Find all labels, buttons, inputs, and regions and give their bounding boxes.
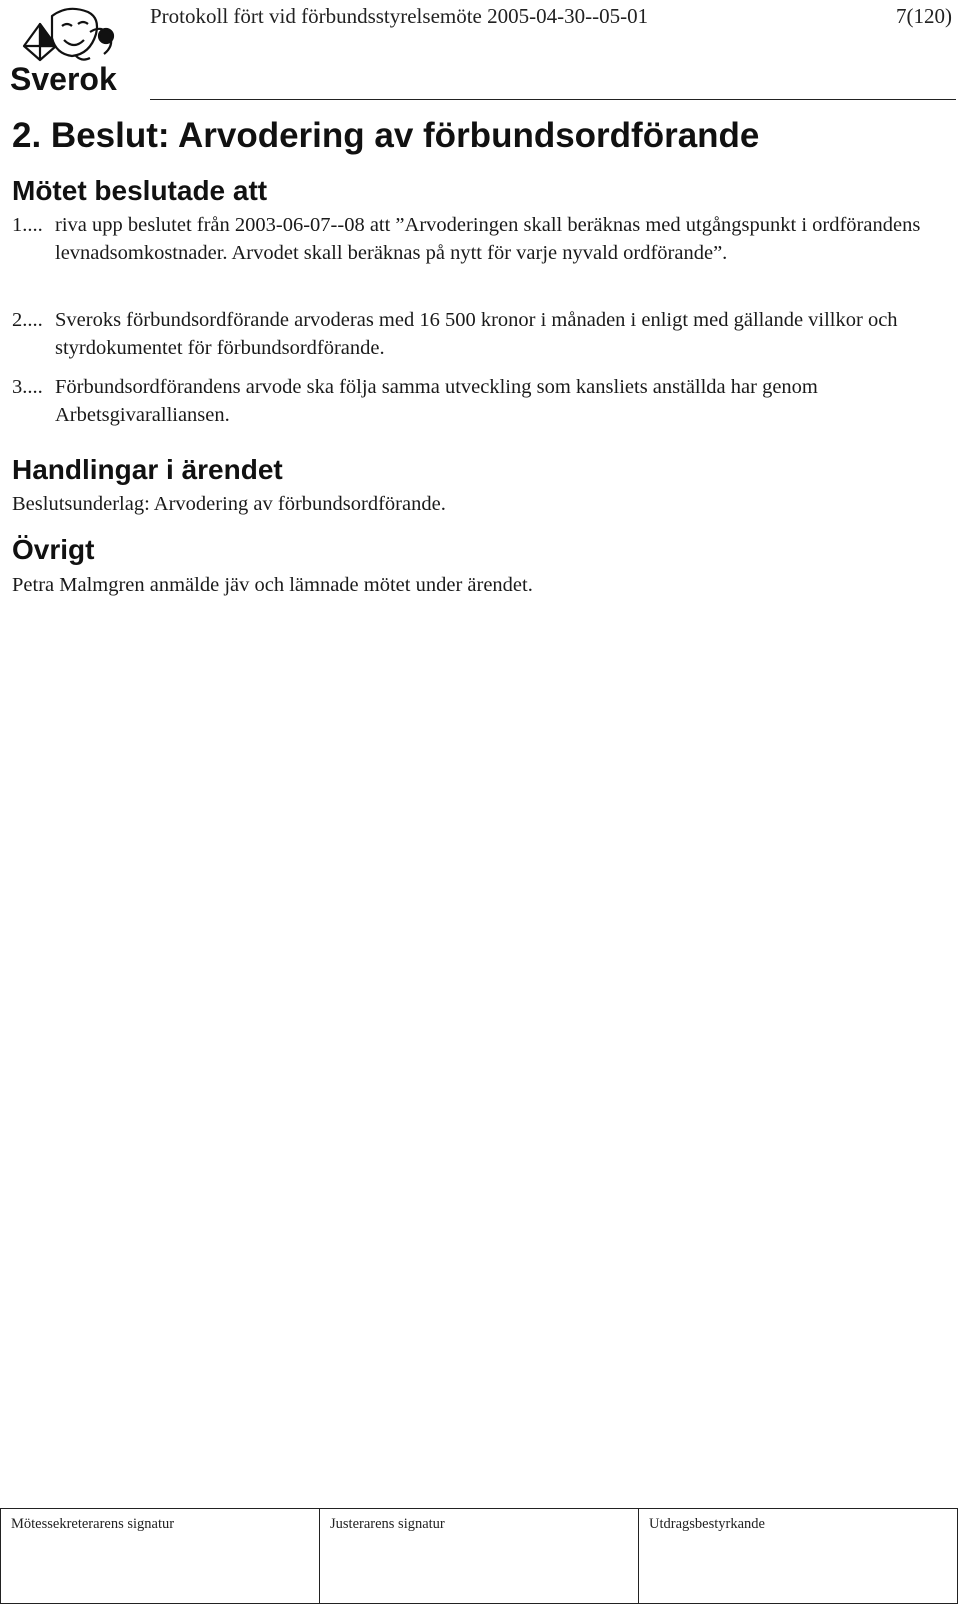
other-text: Petra Malmgren anmälde jäv och lämnade mötet under ärendet. (12, 574, 533, 596)
documents-text: Beslutsunderlag: Arvodering av förbundsordförande. (12, 493, 446, 515)
signature-label: Justerarens signatur (330, 1516, 445, 1532)
item-number: 2.... (12, 309, 43, 331)
sverok-logo (10, 2, 138, 96)
other-heading: Övrigt (12, 534, 95, 565)
item-text: riva upp beslutet från 2003-06-07--08 att ”Arvoderingen skall beräknas med utgångspunkt i ordförandens levnadsomkostnader. Arvodet skall beräknas på nytt för varje nyvald ordförande”. (55, 214, 921, 264)
decision-item-1 (12, 211, 952, 267)
header-title: Protokoll fört vid förbundsstyrelsemöte 2005-04-30--05-01 (150, 4, 649, 28)
signature-cell-adjuster[interactable] (319, 1509, 638, 1603)
signature-table (0, 1508, 958, 1604)
page-header (0, 0, 960, 102)
signature-label: Mötessekreterarens signatur (11, 1516, 175, 1532)
documents-heading: Handlingar i ärendet (12, 454, 283, 485)
decision-item-2 (12, 306, 952, 362)
decision-item-3 (12, 373, 952, 429)
item-number: 3.... (12, 376, 43, 398)
logo-text: Sverok (10, 61, 117, 96)
section-title: 2. Beslut: Arvodering av förbundsordförande (12, 116, 760, 155)
item-text: Sveroks förbundsordförande arvoderas med 16 500 kronor i månaden i enligt med gällande villkor och styrdokumentet för förbundsordförande. (55, 309, 898, 359)
header-divider (150, 99, 956, 100)
item-text: Förbundsordförandens arvode ska följa samma utveckling som kansliets anställda har genom Arbetsgivaralliansen. (55, 376, 818, 426)
signature-cell-secretary[interactable] (1, 1509, 319, 1603)
signature-label: Utdragsbestyrkande (649, 1516, 765, 1532)
item-number: 1.... (12, 214, 43, 236)
page-number: 7(120) (896, 4, 952, 28)
signature-cell-certification[interactable] (638, 1509, 957, 1603)
decision-heading: Mötet beslutade att (12, 175, 268, 206)
